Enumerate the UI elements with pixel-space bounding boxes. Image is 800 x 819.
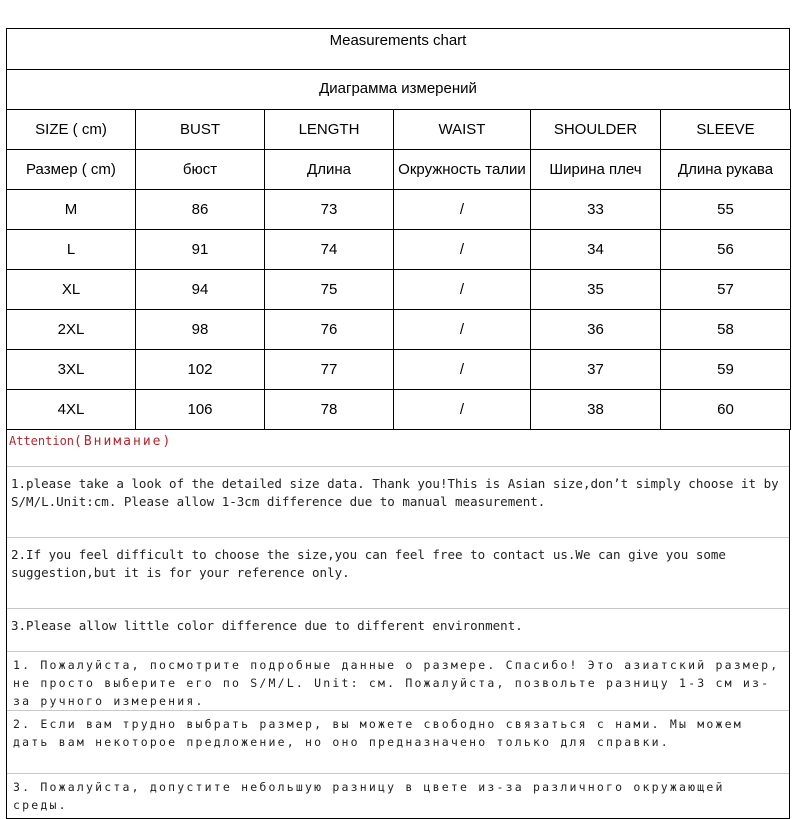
header-cell: SLEEVE: [661, 110, 791, 150]
table-cell: /: [394, 350, 531, 390]
note-3-en: 3.Please allow little color difference due to different environment.: [7, 608, 789, 651]
table-row: [7, 270, 791, 310]
note-2-ru: 2. Если вам трудно выбрать размер, вы можете свободно связаться с нами. Мы можем дать вам некоторое предложение, но оно предназначено только для справки.: [7, 710, 789, 773]
table-row: [7, 230, 791, 270]
table-cell: 34: [531, 230, 661, 270]
table-cell: 57: [661, 270, 791, 310]
note-1-en: 1.please take a look of the detailed size data. Thank you!This is Asian size,don’t simply choose it by S/M/L.Unit:cm. Please allow 1-3cm difference due to manual measurement.: [7, 466, 789, 537]
table-cell: 4XL: [7, 390, 136, 430]
table-row: [7, 190, 791, 230]
header-cell: бюст: [136, 150, 265, 190]
header-cell: BUST: [136, 110, 265, 150]
table-cell: 60: [661, 390, 791, 430]
table-cell: /: [394, 270, 531, 310]
table-cell: 56: [661, 230, 791, 270]
table-cell: 33: [531, 190, 661, 230]
table-cell: 78: [265, 390, 394, 430]
table-cell: 98: [136, 310, 265, 350]
chart-title: Measurements chart: [6, 28, 790, 69]
table-cell: 59: [661, 350, 791, 390]
table-cell: 36: [531, 310, 661, 350]
table-cell: /: [394, 190, 531, 230]
note-3-ru: 3. Пожалуйста, допустите небольшую разницу в цвете из-за различного окружающей среды.: [7, 773, 789, 818]
header-cell: Окружность талии: [394, 150, 531, 190]
table-cell: 37: [531, 350, 661, 390]
header-cell: Длина: [265, 150, 394, 190]
notes-section: [6, 430, 790, 819]
table-cell: 75: [265, 270, 394, 310]
table-cell: 73: [265, 190, 394, 230]
table-cell: 86: [136, 190, 265, 230]
table-cell: 2XL: [7, 310, 136, 350]
attention-heading: [7, 430, 789, 466]
table-cell: 102: [136, 350, 265, 390]
chart-title-ru: Диаграмма измерений: [6, 69, 790, 109]
header-cell: WAIST: [394, 110, 531, 150]
table-cell: 106: [136, 390, 265, 430]
size-table: [6, 109, 791, 430]
header-cell: Длина рукава: [661, 150, 791, 190]
note-1-ru: 1. Пожалуйста, посмотрите подробные данные о размере. Спасибо! Это азиатский размер, не просто выберите его по S/M/L. Unit: см. Пожалуйста, позвольте разницу 1-3 см из-за ручного измерения.: [7, 651, 789, 710]
header-cell: Ширина плеч: [531, 150, 661, 190]
header-row-ru: [7, 150, 791, 190]
table-cell: /: [394, 230, 531, 270]
table-cell: 35: [531, 270, 661, 310]
table-cell: 76: [265, 310, 394, 350]
table-cell: 3XL: [7, 350, 136, 390]
attention-label: Attention: [9, 434, 75, 448]
note-2-en: 2.If you feel difficult to choose the size,you can feel free to contact us.We can give you some suggestion,but it is for your reference only.: [7, 537, 789, 608]
header-cell: SIZE ( cm): [7, 110, 136, 150]
table-row: [7, 310, 791, 350]
table-cell: /: [394, 390, 531, 430]
table-row: [7, 390, 791, 430]
table-cell: 74: [265, 230, 394, 270]
table-cell: /: [394, 310, 531, 350]
attention-label-ru: (Внимание): [74, 434, 173, 449]
table-cell: 77: [265, 350, 394, 390]
header-row-en: [7, 110, 791, 150]
table-cell: L: [7, 230, 136, 270]
table-cell: 58: [661, 310, 791, 350]
table-cell: XL: [7, 270, 136, 310]
table-cell: 38: [531, 390, 661, 430]
header-cell: LENGTH: [265, 110, 394, 150]
header-cell: SHOULDER: [531, 110, 661, 150]
table-cell: 94: [136, 270, 265, 310]
table-cell: 55: [661, 190, 791, 230]
measurements-sheet: [6, 28, 790, 819]
header-cell: Размер ( cm): [7, 150, 136, 190]
table-row: [7, 350, 791, 390]
table-cell: M: [7, 190, 136, 230]
table-cell: 91: [136, 230, 265, 270]
